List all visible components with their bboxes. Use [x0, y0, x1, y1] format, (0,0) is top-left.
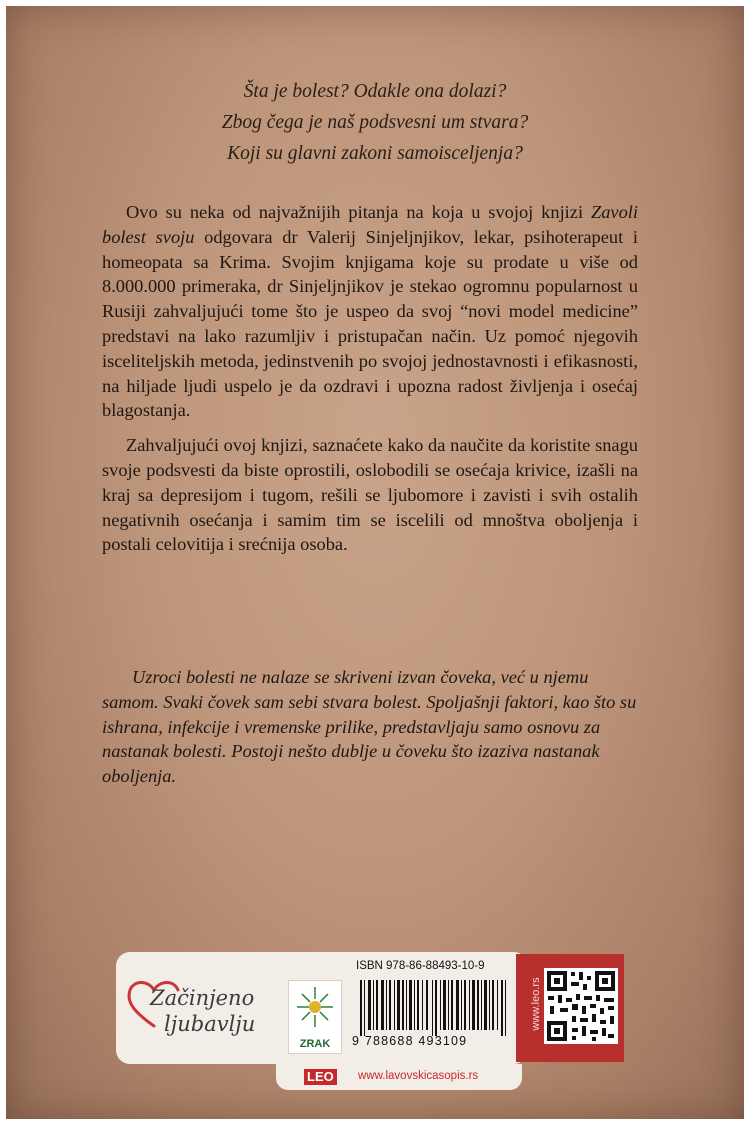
zacinjeno-ljubavlju-logo: [124, 974, 264, 1044]
barcode-number: 9 788688 493109: [352, 1034, 468, 1048]
qr-panel: [516, 954, 624, 1062]
isbn-text: ISBN 978-86-88493-10-9: [356, 960, 485, 972]
book-title: Zavoli bolest svoju: [102, 202, 638, 247]
qr-code-icon: [544, 968, 618, 1044]
logo-line-1: Začinjeno: [150, 986, 255, 1010]
qr-vertical-url: www.leo.rs: [530, 977, 542, 1031]
paragraph-2: Zahvaljujući ovoj knjizi, saznaćete kako da naučite da koristite snagu svoje podsvesti da biste oprostili, oslobodili se osećaja krivice, izašli na kraj sa depresijom i tugom, rešili se ljubomore i zavisti i svih ostalih negativnih osećanja i samim tim se iscelili od mnoštva oboljenja i postali celovitija i srećnija osoba.: [102, 435, 638, 555]
leo-website: www.lavovskicasopis.rs: [358, 1070, 479, 1082]
quote-block: [102, 665, 642, 789]
barcode: [352, 958, 520, 1058]
question-line: Koji su glavni zakoni samoisceljenja?: [227, 143, 523, 164]
leo-logo: LEO: [304, 1069, 337, 1085]
question-line: Zbog čega je naš podsvesni um stvara?: [221, 112, 529, 133]
questions-block: [6, 76, 744, 169]
question-line: Šta je bolest? Odakle ona dolazi?: [243, 81, 507, 102]
paragraph-1-rest: odgovara dr Valerij Sinjeljnjikov, lekar, psihoterapeut i homeopata sa Krima. Svojim knjigama koje su prodate u više od 8.000.000 primeraka, dr Sinjeljnjikov je stekao ogromnu popularnost u Rusiji zahvaljujući tome što je uspeo da svoj “novi model medicine” predstavi na lako razumljiv i pristupačan način. Uz pomoć njegovih isceliteljskih metoda, jedinstvenih po svojoj jednostavnosti i efikasnosti, na hiljade ljudi uspelo je da ozdravi i upozna radost življenja i osećaj blagostanja.: [102, 226, 638, 421]
quote-text: Uzroci bolesti ne nalaze se skriveni izvan čoveka, već u njemu samom. Svaki čovek sam sebi stvara bolest. Spoljašnji faktori, kao što su ishrana, infekcije i vremenske prilike, predstavljaju samo osnovu za nastanak bolesti. Postoji nešto dublje u čoveku što izaziva nastanak oboljenja.: [102, 667, 637, 787]
zrak-label: ZRAK: [299, 1038, 331, 1050]
leo-strip: [276, 1064, 522, 1090]
paragraph-1: [102, 200, 638, 423]
zrak-logo: [288, 980, 342, 1054]
logo-line-2: ljubavlju: [164, 1012, 256, 1036]
sun-icon: [295, 985, 335, 1033]
description-text: [102, 200, 638, 567]
barcode-bars-icon: [360, 980, 512, 1036]
publisher-panel: [116, 952, 528, 1064]
paragraph-1-lead: Ovo su neka od najvažnijih pitanja na koja u svojoj knjizi: [126, 202, 584, 222]
